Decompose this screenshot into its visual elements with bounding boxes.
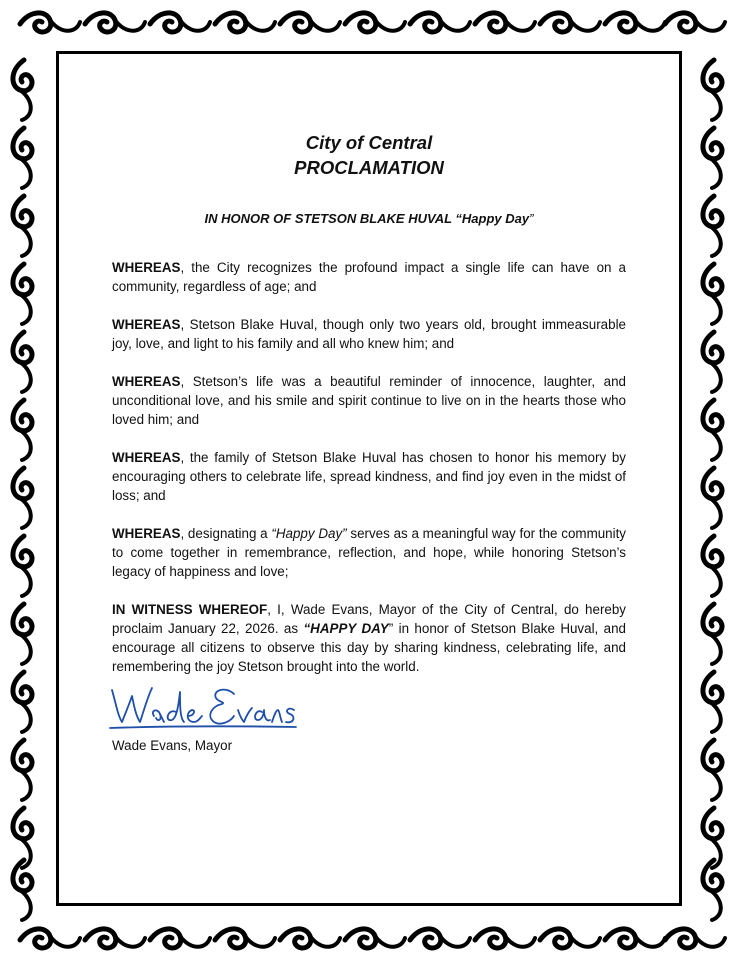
whereas-clause-5 [112, 524, 626, 581]
clause-lead: WHEREAS [112, 374, 181, 389]
happy-day-emphasis: “HAPPY DAY [303, 621, 389, 636]
clause-text: serves as a meaningful way for the community to come together in remembrance, reflection, and hope, while honoring Stetson’s legacy of happiness and love; [112, 526, 627, 579]
whereas-clause-3 [112, 372, 626, 429]
city-title: City of Central [305, 132, 433, 153]
honor-text: IN HONOR OF STETSON BLAKE HUVAL “Happy Day [204, 211, 530, 226]
proclamation-content [112, 130, 626, 755]
clause-text: , the family of Stetson Blake Huval has chosen to honor his memory by encouraging others to celebrate life, spread kindness, and find joy even in the midst of loss; and [112, 450, 626, 503]
signature-block [112, 682, 626, 732]
honor-quote-close: ” [529, 211, 534, 226]
witness-text: , I, Wade Evans, Mayor of the City of Central, do hereby proclaim January 22, 2026. as [112, 602, 626, 636]
honor-line [112, 209, 626, 228]
top-border [20, 13, 725, 32]
witness-lead: IN WITNESS WHEREOF [112, 602, 268, 617]
clause-lead: WHEREAS [112, 526, 181, 541]
clause-text: , Stetson’s life was a beautiful reminder of innocence, laughter, and unconditional love, and his smile and spirit continue to live on in the hearts those who loved him; and [112, 374, 626, 427]
clause-text: , Stetson Blake Huval, though only two years old, brought immeasurable joy, love, and light to his family and all who knew him; and [112, 317, 626, 351]
left-border [13, 60, 32, 920]
witness-text: ” in honor of Stetson Blake Huval, and encourage all citizens to observe this day by sharing kindness, celebrating life, and remembering the joy Stetson brought into the world. [112, 621, 627, 674]
whereas-clause-4 [112, 448, 626, 505]
clause-text: , designating a [180, 526, 272, 541]
whereas-clause-1 [112, 258, 626, 296]
handwritten-signature [108, 682, 298, 734]
happy-day-phrase: “Happy Day” [271, 526, 347, 541]
whereas-clause-2 [112, 315, 626, 353]
clause-text: , the City recognizes the profound impact a single life can have on a community, regardless of age; and [112, 260, 626, 294]
right-border [703, 60, 722, 920]
clause-lead: WHEREAS [112, 317, 181, 332]
clause-lead: WHEREAS [112, 450, 181, 465]
bottom-border [20, 929, 725, 948]
clause-lead: WHEREAS [112, 260, 181, 275]
witness-clause [112, 600, 626, 676]
document-type: PROCLAMATION [294, 157, 444, 178]
signer-name: Wade Evans, Mayor [112, 738, 233, 753]
